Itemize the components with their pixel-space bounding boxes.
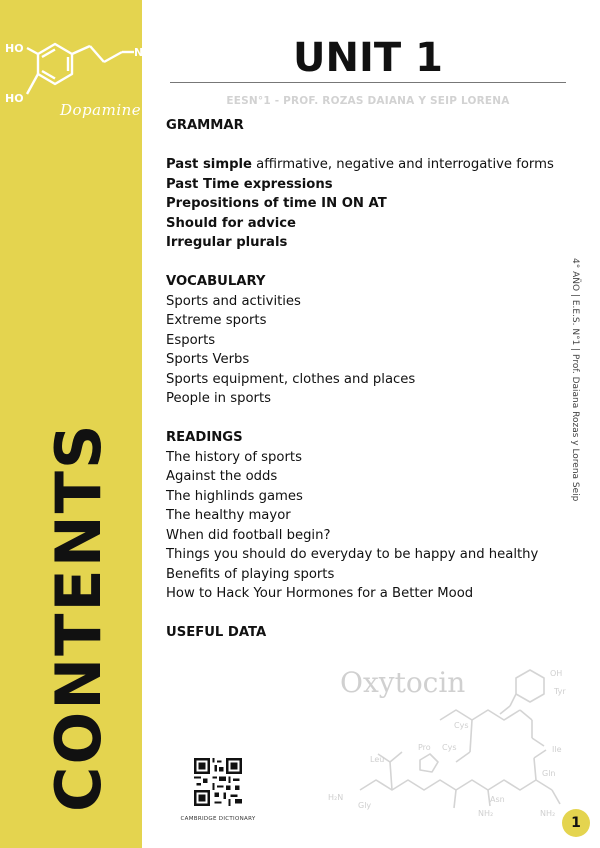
grammar-item-detail: affirmative, negative and interrogative forms — [251, 157, 554, 172]
reading-item: The highlinds games — [166, 488, 303, 504]
oxy-label-pro: Pro — [418, 743, 431, 752]
oxy-label-nh2-b: NH₂ — [540, 809, 556, 818]
oxy-label-gly: Gly — [358, 801, 372, 810]
vertical-title: CONTENTS — [42, 422, 115, 812]
section-heading-grammar: GRAMMAR — [166, 118, 244, 133]
oxytocin-name: Oxytocin — [340, 666, 466, 699]
oxy-label-leu: Leu — [370, 755, 385, 764]
section-heading-readings: READINGS — [166, 430, 243, 445]
qr-caption: CAMBRIDGE DICTIONARY — [180, 816, 256, 822]
reading-item: How to Hack Your Hormones for a Better Mood — [166, 586, 474, 601]
oxy-label-cys-1: Cys — [454, 721, 469, 730]
grammar-item: Should for advice — [166, 215, 296, 231]
title-divider — [170, 82, 566, 83]
molecule-label-ho-top: HO — [5, 42, 24, 55]
section-heading-vocabulary: VOCABULARY — [166, 274, 266, 289]
vocabulary-item: People in sports — [166, 391, 271, 406]
grammar-item: Irregular plurals — [166, 235, 288, 250]
side-credit-text: 4° AÑO | E.E.S. N°1 | Prof. Daiana Rozas y Lorena Seip — [570, 258, 580, 502]
vocabulary-item: Sports and activities — [166, 293, 301, 309]
molecule-name: Dopamine — [60, 101, 142, 119]
oxy-label-tyr: Tyr — [554, 687, 566, 696]
oxy-label-nh2-a: NH₂ — [478, 809, 494, 818]
molecule-label-n: N — [134, 46, 144, 59]
page-title: UNIT 1 — [293, 35, 443, 81]
grammar-item: Prepositions of time IN ON AT — [166, 196, 387, 211]
reading-item: The healthy mayor — [166, 508, 291, 523]
reading-item: The history of sports — [166, 449, 302, 465]
qr-code-icon[interactable] — [194, 758, 242, 806]
reading-item: Benefits of playing sports — [166, 566, 335, 582]
molecule-label-ho-bottom: HO — [5, 92, 24, 105]
oxy-label-cys-2: Cys — [442, 743, 457, 752]
dopamine-molecule-icon — [0, 30, 142, 110]
grammar-item — [166, 155, 566, 175]
oxy-label-asn: Asn — [490, 795, 505, 804]
reading-item: Things you should do everyday to be happy and healthy — [166, 547, 539, 562]
page-number-badge: 1 — [562, 809, 590, 837]
oxy-label-oh: OH — [550, 669, 563, 678]
vocabulary-item: Extreme sports — [166, 313, 267, 328]
oxy-label-ile: Ile — [552, 745, 562, 754]
oxy-label-gln: Gln — [542, 769, 556, 778]
grammar-item-title: Past simple — [166, 157, 252, 172]
page-subtitle: EESN°1 - PROF. ROZAS DAIANA Y SEIP LORENA — [226, 95, 510, 107]
oxy-label-h2n: H₂N — [328, 793, 344, 802]
vocabulary-item: Esports — [166, 332, 216, 348]
section-heading-useful-data: USEFUL DATA — [166, 625, 267, 640]
reading-item: Against the odds — [166, 469, 278, 484]
sidebar — [0, 0, 142, 848]
contents-list — [166, 116, 566, 643]
vocabulary-item: Sports Verbs — [166, 352, 250, 367]
grammar-item: Past Time expressions — [166, 176, 333, 192]
reading-item: When did football begin? — [166, 527, 331, 543]
vocabulary-item: Sports equipment, clothes and places — [166, 371, 416, 387]
